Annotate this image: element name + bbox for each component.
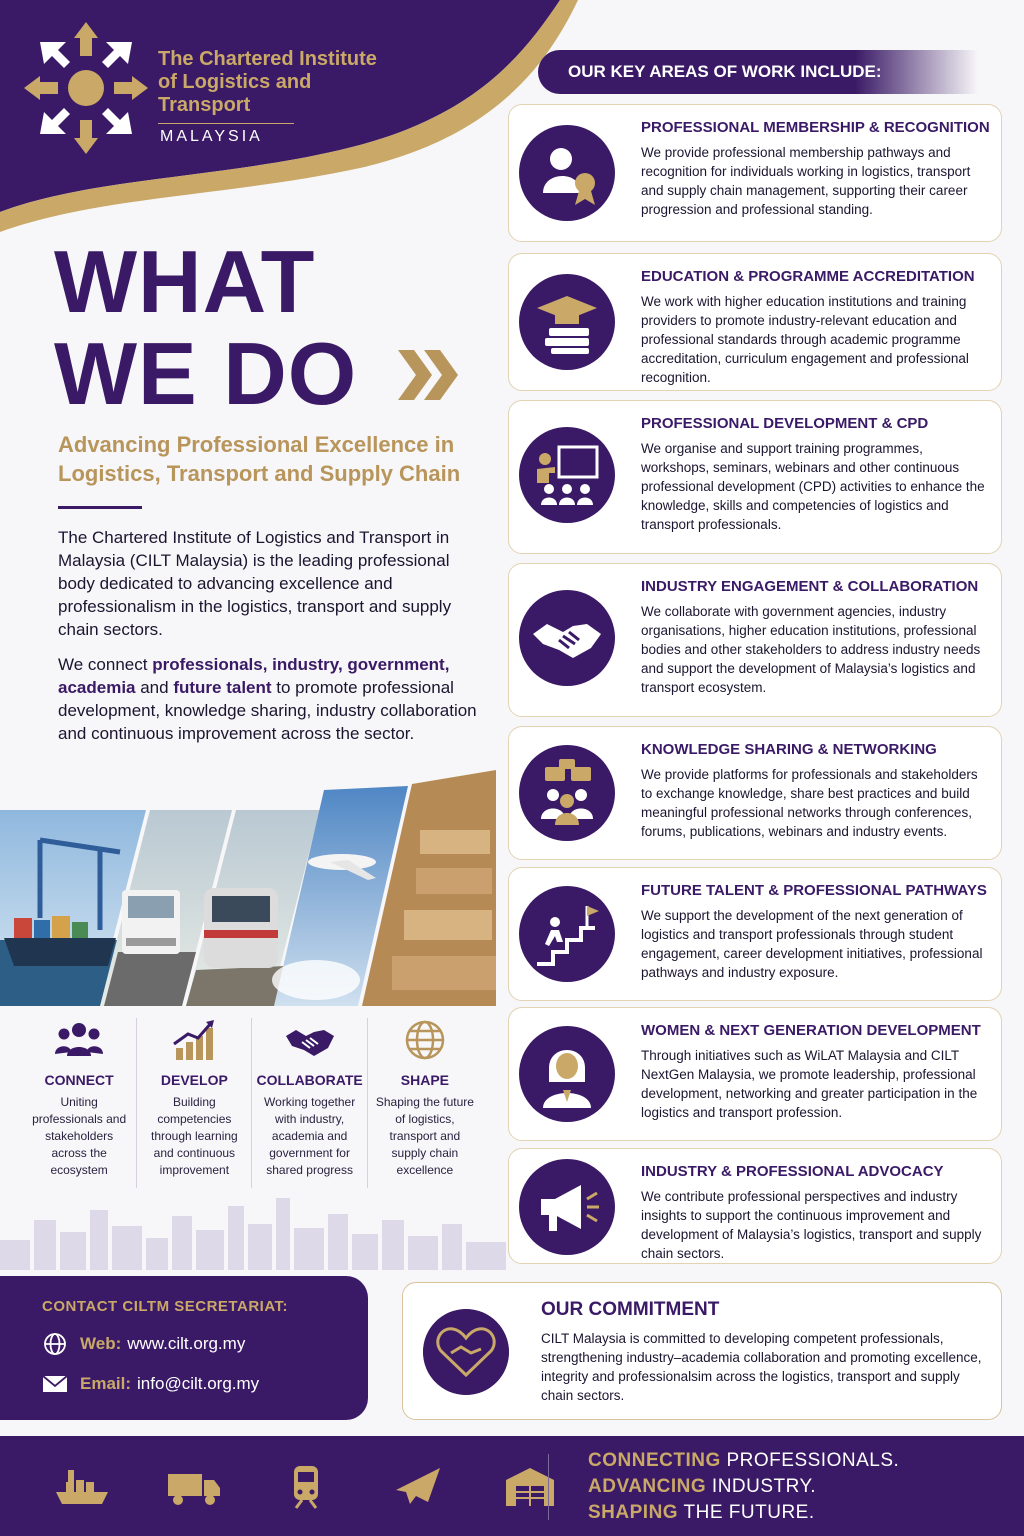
heart-handshake-icon bbox=[423, 1309, 509, 1395]
envelope-icon bbox=[42, 1373, 68, 1395]
contact-title: CONTACT CILTM SECRETARIAT: bbox=[42, 1298, 289, 1315]
commitment-title: OUR COMMITMENT bbox=[541, 1299, 720, 1320]
people-group-icon bbox=[53, 1018, 105, 1062]
connect-highlight: academia bbox=[58, 678, 136, 697]
woman-professional-icon bbox=[519, 1026, 615, 1122]
connect-highlight: future talent bbox=[173, 678, 272, 697]
hero-subtitle: Advancing Professional Excellence in Logistics, Transport and Supply Chain bbox=[58, 432, 461, 486]
org-name-divider bbox=[158, 123, 294, 124]
pillar-collaborate bbox=[251, 1018, 366, 1188]
web-link[interactable]: www.cilt.org.my bbox=[127, 1334, 246, 1353]
key-area-desc: We contribute professional perspectives and industry insights to support the continuous improvement and development of Malaysia’s logistics, transport and supply chain sectors. bbox=[641, 1189, 982, 1261]
key-area-title: EDUCATION & PROGRAMME ACCREDITATION bbox=[641, 268, 975, 285]
key-area-card bbox=[508, 1007, 1002, 1141]
globe-icon bbox=[399, 1018, 451, 1062]
commitment-box bbox=[402, 1282, 1002, 1420]
tagline-line bbox=[588, 1448, 899, 1474]
tagline-keyword: SHAPING bbox=[588, 1502, 679, 1523]
key-area-desc: We work with higher education institutions and training providers to promote industry-relevant education and professional standards through academic programme accreditation, curriculum engagement and professional recognition. bbox=[641, 294, 969, 385]
key-areas-heading: OUR KEY AREAS OF WORK INCLUDE: bbox=[538, 50, 978, 94]
handshake-icon bbox=[284, 1018, 336, 1062]
tagline-line bbox=[588, 1474, 899, 1500]
footer bbox=[0, 1436, 1024, 1536]
pillar-title: CONNECT bbox=[44, 1072, 114, 1088]
key-area-title: FUTURE TALENT & PROFESSIONAL PATHWAYS bbox=[641, 882, 987, 899]
pillar-develop bbox=[136, 1018, 251, 1188]
key-area-card bbox=[508, 867, 1002, 1001]
key-area-desc: We organise and support training programmes, workshops, seminars, webinars and other continuous professional development (CPD) activities to enhance the knowledge, skills and competencies of logistics and transport professionals. bbox=[641, 441, 985, 532]
graduation-books-icon bbox=[519, 274, 615, 370]
pillar-shape bbox=[367, 1018, 482, 1188]
subtitle-divider bbox=[58, 506, 142, 509]
key-area-title: INDUSTRY ENGAGEMENT & COLLABORATION bbox=[641, 578, 979, 595]
key-area-card bbox=[508, 253, 1002, 391]
org-name: The Chartered Institute of Logistics and Transport bbox=[158, 48, 377, 116]
globe-icon bbox=[42, 1333, 68, 1355]
contact-panel bbox=[0, 1276, 368, 1420]
transport-photo-strip bbox=[0, 770, 496, 1006]
ship-icon bbox=[52, 1462, 112, 1510]
key-area-card bbox=[508, 400, 1002, 554]
discussion-group-icon bbox=[519, 745, 615, 841]
key-area-card bbox=[508, 563, 1002, 717]
connect-text: to promote professional development, knowledge sharing, industry collaboration and continuous improvement across the sector. bbox=[58, 678, 477, 743]
tagline-text: INDUSTRY. bbox=[706, 1476, 817, 1497]
key-area-card bbox=[508, 726, 1002, 860]
key-area-title: PROFESSIONAL MEMBERSHIP & RECOGNITION bbox=[641, 119, 990, 136]
key-area-desc: Through initiatives such as WiLAT Malaysia and CILT NextGen Malaysia, we promote leadership, professional development, networking and greater participation in the logistics and transport profession. bbox=[641, 1048, 978, 1120]
contact-email bbox=[42, 1373, 368, 1395]
footer-divider bbox=[548, 1454, 549, 1520]
train-icon bbox=[276, 1462, 336, 1510]
compass-arrows-logo bbox=[24, 22, 148, 154]
truck-icon bbox=[164, 1462, 224, 1510]
key-area-title: PROFESSIONAL DEVELOPMENT & CPD bbox=[641, 415, 929, 432]
city-skyline bbox=[0, 1190, 510, 1270]
pillar-desc: Working together with industry, academia and government for shared progress bbox=[264, 1095, 356, 1177]
presentation-board-icon bbox=[519, 427, 615, 523]
pillar-title: DEVELOP bbox=[160, 1072, 228, 1088]
key-area-desc: We provide professional membership pathways and recognition for individuals working in logistics, transport and supply chain management, supporting their career progression and professional standing. bbox=[641, 145, 971, 217]
key-area-title: WOMEN & NEXT GENERATION DEVELOPMENT bbox=[641, 1022, 981, 1039]
key-area-title: KNOWLEDGE SHARING & NETWORKING bbox=[641, 741, 937, 758]
tagline-text: THE FUTURE. bbox=[678, 1502, 815, 1523]
warehouse-icon bbox=[500, 1462, 560, 1510]
hero-title-line2: WE DO bbox=[54, 324, 358, 423]
intro-paragraph: The Chartered Institute of Logistics and Transport in Malaysia (CILT Malaysia) is the leading professional body dedicated to advancing excellence and professionalism in the logistics, transport and supply chain sectors. bbox=[58, 528, 452, 639]
connect-text: and bbox=[135, 678, 174, 697]
tagline-keyword: ADVANCING bbox=[588, 1476, 707, 1497]
connect-text: We connect bbox=[58, 655, 153, 674]
pillar-title: SHAPE bbox=[400, 1072, 449, 1088]
pillar-desc: Shaping the future of logistics, transport and supply chain excellence bbox=[375, 1095, 474, 1177]
pillar-title: COLLABORATE bbox=[256, 1072, 363, 1088]
key-area-desc: We support the development of the next generation of logistics and transport professionals through student engagement, career development initiatives, professional pathways and industry exposure. bbox=[641, 908, 983, 980]
email-label: Email: bbox=[80, 1374, 132, 1393]
handshake-icon bbox=[519, 590, 615, 686]
contact-web bbox=[42, 1333, 368, 1355]
hero-title-line1: WHAT bbox=[54, 232, 316, 331]
pillar-desc: Uniting professionals and stakeholders across the ecosystem bbox=[32, 1095, 127, 1177]
web-label: Web: bbox=[80, 1334, 122, 1353]
pillars bbox=[22, 1018, 482, 1188]
member-badge-icon bbox=[519, 125, 615, 221]
key-area-card bbox=[508, 104, 1002, 242]
airplane-icon bbox=[388, 1462, 448, 1510]
hero-title bbox=[54, 232, 358, 423]
key-area-desc: We collaborate with government agencies, industry organisations, higher education institutions, professional bodies and other stakeholders to address industry needs and support the development of Malaysia’s logistics and transport ecosystem. bbox=[641, 604, 981, 695]
commitment-desc: CILT Malaysia is committed to developing competent professionals, strengthening industry–academia collaboration and promoting excellence, integrity and professionalsim across the logistics, transport and supply chain sectors. bbox=[541, 1331, 982, 1403]
growth-chart-icon bbox=[168, 1018, 220, 1062]
tagline bbox=[588, 1448, 899, 1526]
intro-text bbox=[58, 526, 478, 757]
tagline-keyword: CONNECTING bbox=[588, 1450, 721, 1471]
footer-icons bbox=[52, 1462, 560, 1510]
pillar-desc: Building competencies through learning and continuous improvement bbox=[150, 1095, 238, 1177]
key-area-title: INDUSTRY & PROFESSIONAL ADVOCACY bbox=[641, 1163, 944, 1180]
double-chevron-icon bbox=[398, 350, 462, 400]
org-country: MALAYSIA bbox=[160, 128, 263, 145]
connect-paragraph bbox=[58, 653, 478, 745]
key-area-card bbox=[508, 1148, 1002, 1264]
pillar-connect bbox=[22, 1018, 136, 1188]
megaphone-icon bbox=[519, 1159, 615, 1255]
connect-highlight: professionals, industry, government, bbox=[152, 655, 450, 674]
key-area-desc: We provide platforms for professionals and stakeholders to exchange knowledge, share best practices and build meaningful professional networks through conferences, forums, publications, webinars and industry events. bbox=[641, 767, 978, 839]
email-link[interactable]: info@cilt.org.my bbox=[137, 1374, 260, 1393]
tagline-line bbox=[588, 1500, 899, 1526]
stairs-flag-icon bbox=[519, 886, 615, 982]
tagline-text: PROFESSIONALS. bbox=[720, 1450, 900, 1471]
